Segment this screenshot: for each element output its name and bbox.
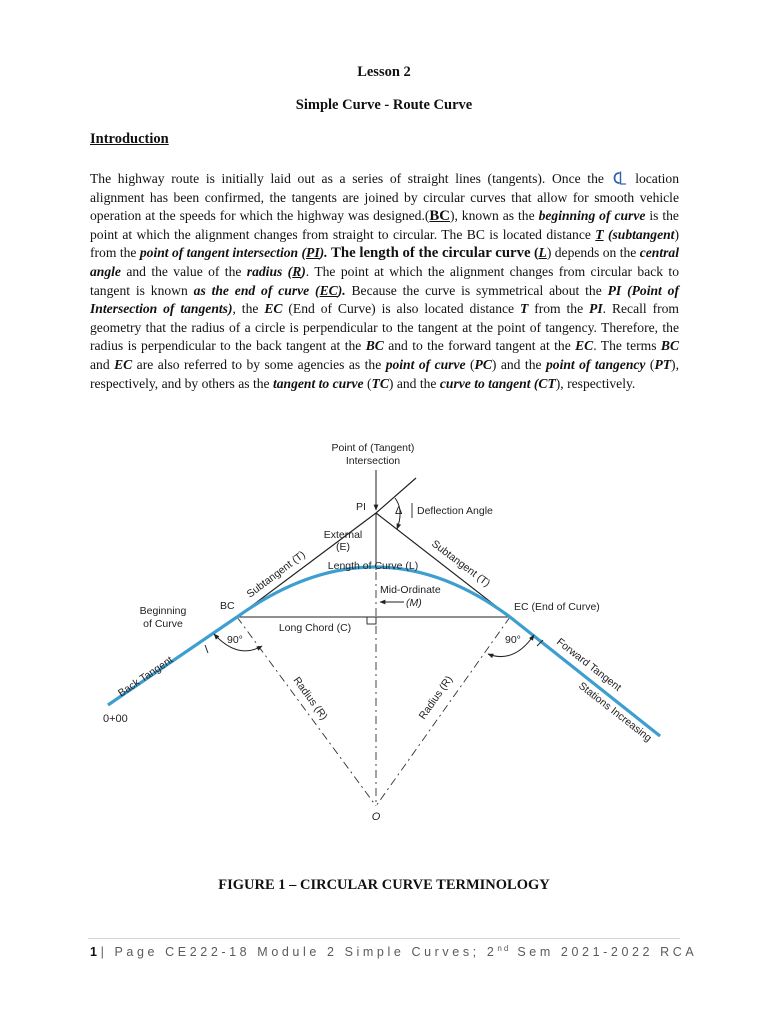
page-number: 1 [90,945,101,960]
length-of-curve-label: Length of Curve (L) [327,560,419,572]
mid-ordinate-label-2: (M) [406,597,422,609]
beginning-label-1: Beginning [139,605,187,617]
station-start-label: 0+00 [103,713,128,725]
radius-left-line [237,617,376,806]
radius-right-line [376,617,510,806]
figure-caption: FIGURE 1 – CIRCULAR CURVE TERMINOLOGY [218,877,550,893]
external-label-2: (E) [336,541,350,553]
beginning-label-2: of Curve [143,618,183,630]
angle-left-label: 90° [227,634,243,646]
forward-tangent-label: Forward Tangent [554,635,624,694]
centerline-icon [611,171,629,185]
pi-title-line1: Point of (Tangent) [331,442,415,454]
subtangent-right-label: Subtangent (T) [429,537,493,590]
lesson-subtitle: Simple Curve - Route Curve [295,97,473,113]
intro-paragraph: The highway route is initially laid out as a series of straight lines (tangents). Once the location alignment has been confirmed, the tangents are joined by circular curves that allow for smooth vehicle operation at the speeds for which the highway was designed.(BC), known as the beginning of curve is the point at which the alignment changes from straight to circular. The BC is located distance T (subtangent) from the point of tangent intersection (PI). The length of the circular curve (L) depends on the central angle and the value of the radius (R). The point at which the alignment changes from circular back to tangent is known as the end of curve (EC). Because the curve is symmetrical about the PI (Point of Intersection of tangents), the EC (End of Curve) is also located distance T from the PI. Recall from geometry that the radius of a circle is perpendicular to the tangent at the point of tangency. Therefore, the radius is perpendicular to the back tangent at the BC and to the forward tangent at the EC. The terms BC and EC are also referred to by some agencies as the point of curve (PC) and the point of tangency (PT), respectively, and by others as the tangent to curve (TC) and the curve to tangent (CT), respectively. [90,171,680,391]
angle-right-label: 90° [505,634,521,646]
deflection-label: Deflection Angle [417,505,493,517]
external-label-1: External [323,529,363,541]
ec-label: EC (End of Curve) [514,601,600,613]
pi-label: PI [356,501,366,513]
long-chord-label: Long Chord (C) [278,622,352,634]
section-heading: Introduction [90,131,169,147]
tangent-tick-left [205,645,208,653]
mid-ordinate-label-1: Mid-Ordinate [380,584,441,596]
bc-label: BC [220,600,235,612]
right-angle-mark [367,617,376,624]
subtangent-left-label: Subtangent (T) [244,548,308,601]
curve-diagram [95,432,675,827]
stations-label: Stations Increasing [576,679,654,745]
center-label: O [371,811,381,823]
radius-right-label: Radius (R) [416,673,456,722]
radius-left-label: Radius (R) [290,674,330,723]
pi-title-line2: Intersection [345,455,401,467]
page-footer: 1| Page CE222-18 Module 2 Simple Curves; 2nd Sem 2021-2022 RCA [90,944,698,960]
back-tangent-label: Back Tangent [115,654,176,700]
delta-label: Δ [395,505,403,517]
footer-divider [88,938,680,939]
lesson-heading: Lesson 2 [357,64,411,80]
